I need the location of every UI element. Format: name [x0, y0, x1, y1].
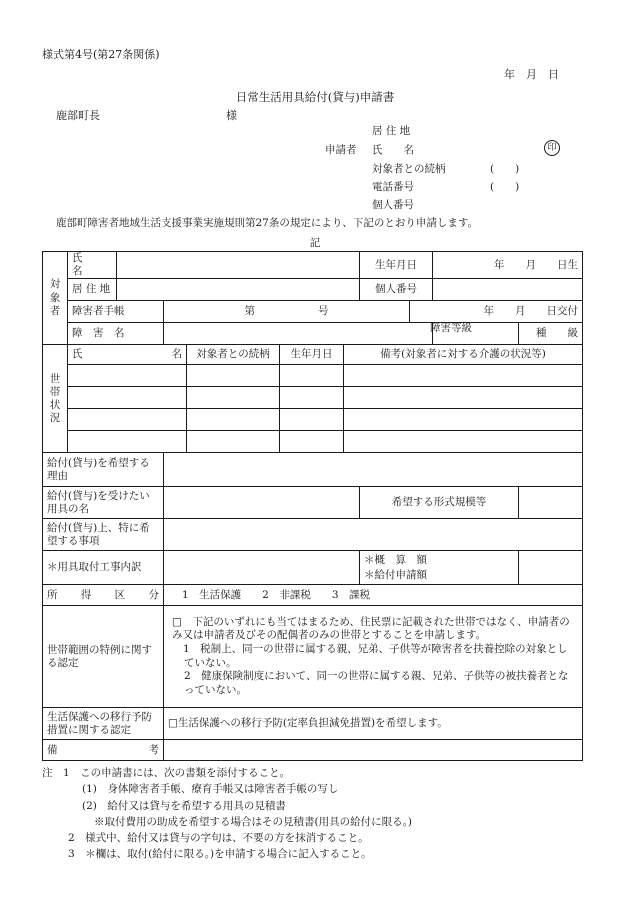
- remarks-field[interactable]: [164, 740, 583, 761]
- handbook-issued-field[interactable]: 年 月 日交付: [410, 301, 583, 323]
- spec-label: 希望する形式規模等: [360, 487, 519, 519]
- estimate-label: ＊概 算 額: [364, 553, 428, 566]
- household-name-cell[interactable]: [68, 365, 187, 387]
- special-label: 世帯範囲の特例に関する認定: [43, 606, 164, 708]
- applicant-address-label: 居 住 地: [372, 125, 411, 137]
- install-label: ＊用具取付工事内訳: [43, 551, 164, 585]
- household-birthdate-cell[interactable]: [280, 431, 344, 453]
- household-relation-cell[interactable]: [187, 365, 280, 387]
- special-content[interactable]: [164, 606, 583, 708]
- subject-birthdate-field[interactable]: 年 月 日生: [433, 252, 583, 279]
- special-item-1: 1 税制上、同一の世帯に属する親、兄弟、子供等が障害者を扶養控除の対象としていない。: [183, 643, 568, 669]
- ki-marker: 記: [309, 237, 321, 249]
- applicant-mynumber-label: 個人番号: [372, 199, 414, 211]
- household-name-cell[interactable]: [68, 409, 187, 431]
- handbook-number-field[interactable]: 第 号: [164, 301, 410, 323]
- seal-mark: 印: [544, 140, 560, 156]
- household-col-birthdate: 生年月日: [280, 345, 344, 365]
- estimate-field[interactable]: [519, 551, 583, 585]
- note-2: 2 様式中、給付又は貸与の字句は、不要の方を抹消すること。: [68, 832, 369, 845]
- note-1c: ※取付費用の助成を希望する場合はその見積書(用具の給付に限る。): [94, 815, 412, 828]
- phone-paren[interactable]: ( ): [490, 181, 520, 193]
- household-relation-cell[interactable]: [187, 387, 280, 409]
- household-section-label: 世 帯 状 況: [43, 345, 68, 453]
- household-birthdate-cell[interactable]: [280, 409, 344, 431]
- household-name-cell[interactable]: [68, 431, 187, 453]
- disability-label: 障 害 名: [68, 323, 164, 345]
- income-label: 所 得 区 分: [43, 585, 164, 606]
- subject-name-label: 氏 名: [68, 252, 117, 279]
- claim-label: ＊給付申請額: [364, 568, 428, 581]
- subject-name-field[interactable]: [117, 252, 360, 279]
- grade-label-text: 障害等級: [430, 322, 472, 334]
- applicant-label: 申請者: [325, 144, 357, 156]
- household-remarks-cell[interactable]: [344, 365, 583, 387]
- disability-field[interactable]: [164, 323, 433, 345]
- household-remarks-cell[interactable]: [344, 431, 583, 453]
- subject-mynumber-field[interactable]: [433, 279, 583, 301]
- household-remarks-cell[interactable]: [344, 409, 583, 431]
- reason-label: 給付(貸与)を希望する理由: [43, 453, 164, 487]
- applicant-name-label: 氏 名: [372, 144, 414, 156]
- relation-paren[interactable]: ( ): [490, 163, 520, 175]
- subject-address-field[interactable]: [117, 279, 360, 301]
- household-col-name-2: 名: [171, 348, 182, 361]
- date-line[interactable]: 年 月 日: [504, 68, 559, 81]
- item-label: 給付(貸与)を受けたい用具の名: [43, 487, 164, 519]
- special-main-text: □ 下記のいずれにも当てはまるため、住民票に記載された世帯ではなく、申請者のみ又は申請者及びその配偶者のみの世帯とすることを申請します。: [172, 615, 570, 642]
- income-options[interactable]: 1 生活保護 2 非課税 3 課税: [164, 585, 583, 606]
- note-1b: (2) 給付又は貸与を希望する用具の見積書: [82, 799, 286, 812]
- estimate-label-cell: [360, 551, 519, 585]
- household-relation-cell[interactable]: [187, 409, 280, 431]
- household-col-relation: 対象者との続柄: [187, 345, 280, 365]
- addressee: 鹿部町長: [56, 109, 100, 122]
- special-item-2: 2 健康保険制度において、同一の世帯に属する親、兄弟、子供等の被扶養者となっていない。: [184, 670, 569, 697]
- item-field[interactable]: [164, 487, 360, 519]
- household-birthdate-cell[interactable]: [280, 365, 344, 387]
- form-number: 様式第4号(第27条関係): [42, 48, 160, 61]
- transition-label: 生活保護への移行予防措置に関する認定: [43, 708, 164, 740]
- subject-birthdate-label: 生年月日: [360, 252, 433, 279]
- document-title: 日常生活用具給付(貸与)申請書: [235, 90, 395, 104]
- handbook-label: 障害者手帳: [68, 301, 164, 323]
- request-field[interactable]: [164, 519, 583, 551]
- spec-field[interactable]: [519, 487, 583, 519]
- household-relation-cell[interactable]: [187, 431, 280, 453]
- notes: [42, 765, 412, 863]
- honorific: 様: [226, 109, 237, 122]
- household-col-remarks: 備考(対象者に対する介護の状況等): [344, 345, 583, 365]
- household-birthdate-cell[interactable]: [280, 387, 344, 409]
- household-remarks-cell[interactable]: [344, 387, 583, 409]
- application-form-table: [42, 251, 583, 761]
- transition-checkbox[interactable]: □生活保護への移行予防(定率負担減免措置)を希望します。: [164, 708, 583, 740]
- note-1a: (1) 身体障害者手帳、療育手帳又は障害者手帳の写し: [82, 783, 339, 796]
- install-field[interactable]: [164, 551, 360, 585]
- remarks-label: 備 考: [43, 740, 164, 761]
- applicant-relation-label: 対象者との続柄: [372, 163, 446, 175]
- applicant-phone-label: 電話番号: [372, 181, 414, 193]
- subject-address-label: 居 住 地: [68, 279, 117, 301]
- household-col-name: [68, 345, 187, 365]
- household-name-cell[interactable]: [68, 387, 187, 409]
- note-3: 3 ＊欄は、取付(給付に限る。)を申請する場合に記入すること。: [68, 848, 372, 861]
- household-col-name-1: 氏: [72, 348, 83, 361]
- subject-section-label: 対 象 者: [43, 252, 68, 345]
- grade-field[interactable]: 種 級: [519, 323, 583, 345]
- declaration-text: 鹿部町障害者地域生活支援事業実施規則第27条の規定により、下記のとおり申請します。: [56, 217, 479, 229]
- reason-field[interactable]: [164, 453, 583, 487]
- request-label: 給付(貸与)上、特に希望する事項: [43, 519, 164, 551]
- subject-mynumber-label: 個人番号: [360, 279, 433, 301]
- note-1: 注 1 この申請書には、次の書類を添付すること。: [42, 767, 291, 779]
